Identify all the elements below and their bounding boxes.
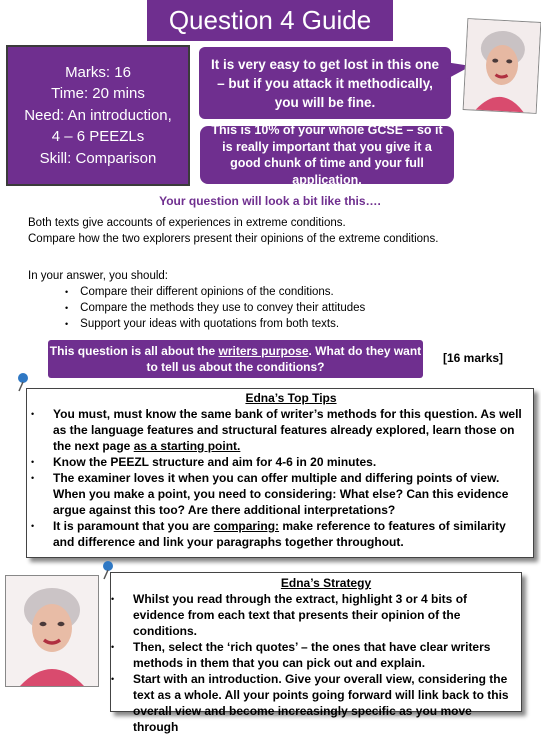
list-item: • Whilst you read through the extract, highlight 3 or 4 bits of evidence from each text that presents their opinion of the conditions.	[133, 591, 519, 639]
marks-line: Marks: 16	[65, 63, 131, 81]
strategy-heading: Edna’s Strategy	[280, 576, 372, 590]
question-text: Both texts give accounts of experiences in extreme conditions. Compare how the two explorers present their opinions of the extreme conditions.	[28, 217, 439, 245]
list-item: • Compare the methods they use to convey their attitudes	[83, 300, 533, 316]
marks-tag: [16 marks]	[443, 351, 504, 365]
skill-line: Skill: Comparison	[39, 149, 157, 167]
list-item: • Support your ideas with quotations from both texts.	[83, 316, 533, 332]
strategy-box	[110, 572, 522, 734]
list-item: • It is paramount that you are comparing: make reference to features of similarity and difference and link your paragraphs together throughout.	[53, 518, 529, 550]
tips-heading: Edna’s Top Tips	[245, 391, 337, 405]
list-item: • Then, select the ‘rich quotes’ – the ones that have clear writers methods in them that you can pick out and explain.	[133, 639, 519, 671]
time-line: Time: 20 mins	[51, 85, 145, 103]
woman-portrait-icon	[463, 18, 541, 114]
list-item: • Compare their different opinions of the conditions.	[83, 284, 533, 300]
speech-bubble-bottom: This is 10% of your whole GCSE – so it is really important that you give it a good chunk of time and your full application.	[200, 126, 454, 184]
need-line-2: 4 – 6 PEEZLs	[51, 128, 145, 146]
purpose-box: This question is all about the writers purpose. What do they want to tell us about the conditions?	[48, 340, 423, 378]
page-title: Question 4 Guide	[147, 0, 393, 41]
question-intro: Your question will look a bit like this….	[159, 194, 381, 208]
list-item: • The examiner loves it when you can offer multiple and differing points of view. When you make a point, you need to considering: What else? Can this evidence argue against this too? Are there additional interpretations?	[53, 470, 529, 518]
woman-portrait-icon	[5, 575, 99, 687]
need-line: Need: An introduction,	[24, 106, 172, 124]
list-item: • You must, must know the same bank of writer’s methods for this question. As well as the language features and structural features already explored, learn those on the next page as a starting point.	[53, 406, 529, 454]
top-tips-box	[26, 388, 534, 558]
info-box	[6, 45, 190, 186]
answer-instructions: In your answer, you should: • Compare their different opinions of the conditions. • Compare the methods they use to convey their attitudes • Support your ideas with quotations from both texts.	[28, 268, 533, 332]
list-item: • Start with an introduction. Give your overall view, considering the text as a whole. All your points going forward will link back to this overall view and become increasingly specific as you move through	[133, 671, 519, 735]
list-item: • Know the PEEZL structure and aim for 4-6 in 20 minutes.	[53, 454, 529, 470]
speech-bubble-top: It is very easy to get lost in this one – but if you attack it methodically, you will be fine.	[199, 47, 451, 119]
